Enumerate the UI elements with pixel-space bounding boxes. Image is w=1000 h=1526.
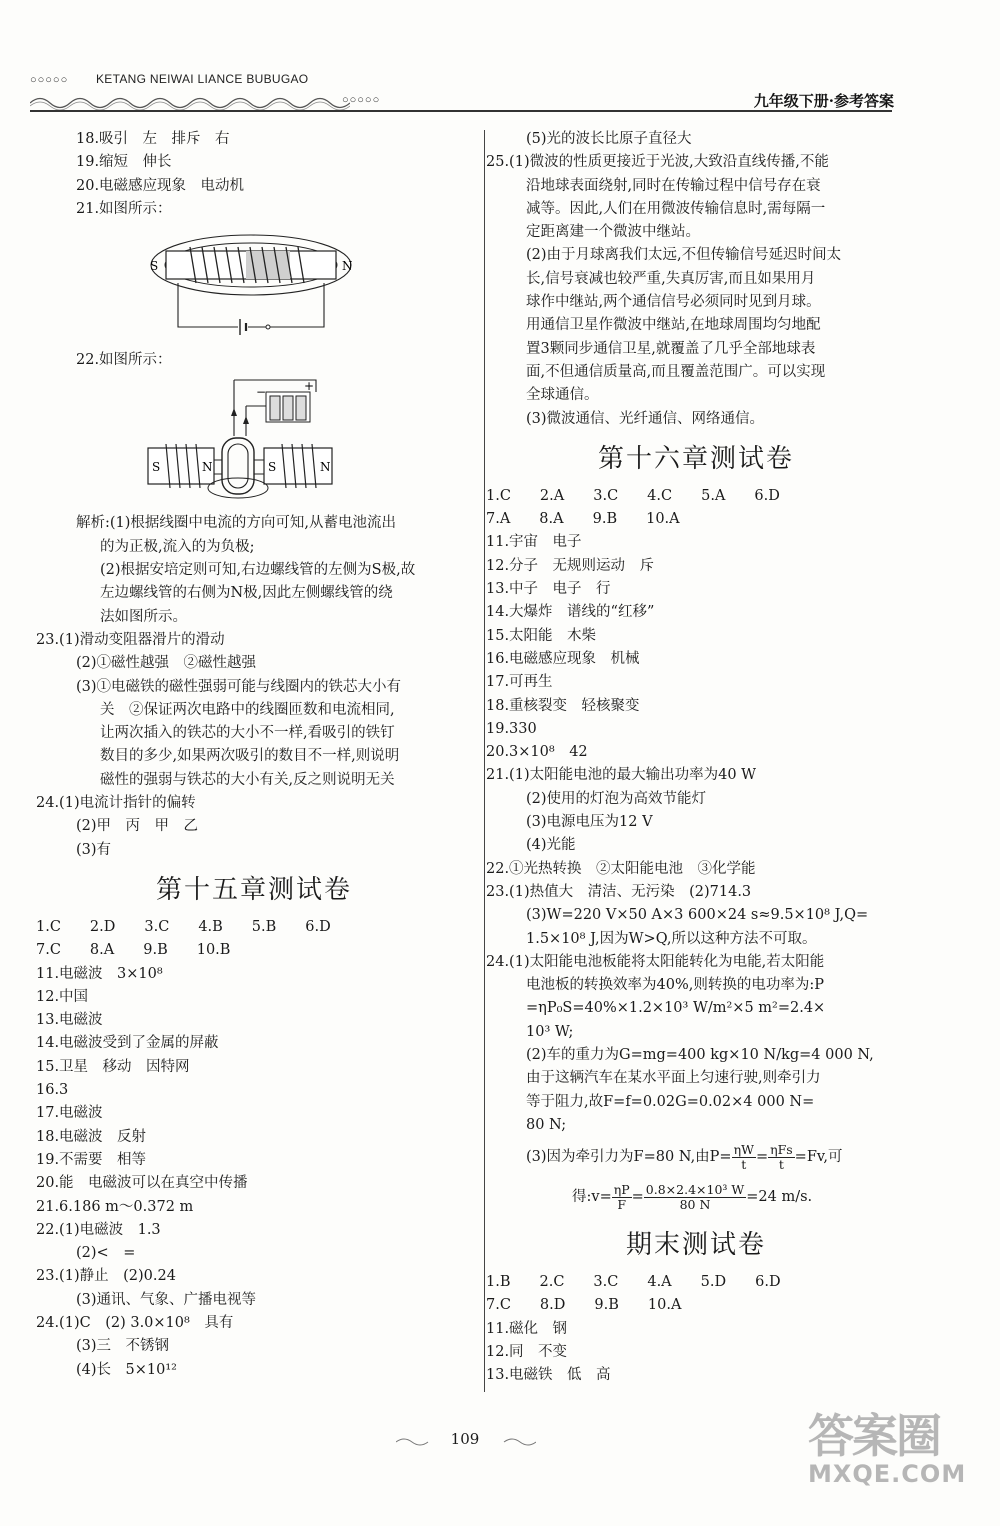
header-dots-right: ○○○○○ <box>342 94 381 106</box>
answer-line: (3)三 不锈钢 <box>76 1338 170 1355</box>
answer-line: (2)①磁性越强 ②磁性越强 <box>76 655 257 672</box>
answer-line: 磁性的强弱与铁芯的大小有关,反之则说明无关 <box>100 771 395 788</box>
fig22-right-n: N <box>320 460 331 475</box>
answer-line: 13.电磁波 <box>36 1012 103 1029</box>
watermark-logo <box>808 1400 966 1488</box>
answer-line: 23.(1)静止 (2)0.24 <box>36 1268 176 1285</box>
solenoid-figure-22 <box>146 376 346 506</box>
answer-line: 12.分子 无规则运动 斥 <box>486 557 655 574</box>
analysis-line: 法如图所示。 <box>100 608 187 625</box>
answer-line: 1.B 2.C 3.C 4.A 5.D 6.D <box>486 1274 781 1291</box>
answer-line: 11.宇宙 电子 <box>486 534 582 551</box>
answer-line: 19.330 <box>486 720 537 737</box>
answer-line: 24.(1)电流计指针的偏转 <box>36 795 196 812</box>
answer-line: 15.卫星 移动 因特网 <box>36 1058 190 1075</box>
answer-line: 球作中继站,两个通信信号必须同时见到月球。 <box>526 294 821 311</box>
answer-line: 20.3×10⁸ 42 <box>486 744 588 761</box>
answer-line: 22.如图所示： <box>76 352 172 369</box>
answer-line: (2)车的重力为G=mg=400 kg×10 N/kg=4 000 N, <box>526 1046 874 1063</box>
numerator: ηP <box>613 1181 630 1197</box>
answer-line: 电池板的转换效率为40%,则转换的电功率为:P <box>526 977 824 994</box>
answer-line: (2)由于月球离我们太远,不但传输信号延迟时间太 <box>526 247 842 264</box>
answer-line: 让两次插入的铁芯的大小不一样,看吸引的铁钉 <box>100 725 395 742</box>
denominator: F <box>617 1196 627 1212</box>
answer-line: 18.吸引 左 排斥 右 <box>76 131 230 147</box>
analysis-line: 解析:(1)根据线圈中电流的方向可知,从蓄电池流出 <box>76 515 397 532</box>
answer-line: 18.电磁波 反射 <box>36 1128 147 1145</box>
chapter16-title: 第十六章测试卷 <box>597 443 794 474</box>
answer-line: 24.(1)C (2) 3.0×10⁸ 具有 <box>36 1314 234 1331</box>
answer-line: 15.太阳能 木柴 <box>486 627 597 644</box>
answer-line: 12.中国 <box>36 988 89 1005</box>
fig21-s-label: S <box>150 259 159 274</box>
answer-line: =ηP₀S=40%×1.2×10³ W/m²×5 m²=2.4× <box>526 1000 826 1017</box>
answer-line: 21.如图所示： <box>76 200 172 217</box>
formula-text: 得:v= <box>572 1189 612 1206</box>
right-column <box>486 128 906 1388</box>
answer-line: 21.6.186 m～0.372 m <box>36 1198 194 1215</box>
answer-line: 定距离建一个微波中继站。 <box>526 224 700 241</box>
answer-line: (5)光的波长比原子直径大 <box>526 131 692 147</box>
answer-line: 11.电磁波 3×10⁸ <box>36 965 163 982</box>
answer-line: 22.(1)电磁波 1.3 <box>36 1221 161 1238</box>
formula-text: (3)因为牵引力为F=80 N,由P= <box>526 1149 732 1166</box>
answer-line: 24.(1)太阳能电池板能将太阳能转化为电能,若太阳能 <box>486 953 825 970</box>
answer-line: 用通信卫星作微波中继站,在地球周围均匀地配 <box>526 317 821 334</box>
final-exam-title: 期末测试卷 <box>625 1230 766 1261</box>
fig22-left-n: N <box>202 460 213 475</box>
denominator: 80 N <box>679 1196 711 1212</box>
answer-line: (2)甲 丙 甲 乙 <box>76 818 199 835</box>
answer-line: 14.电磁波受到了金属的屏蔽 <box>36 1035 219 1052</box>
fraction <box>732 1143 756 1172</box>
answer-line: 沿地球表面绕射,同时在传输过程中信号存在衰 <box>526 177 821 194</box>
numerator: ηW <box>733 1141 754 1157</box>
page-number: 109 <box>450 1430 480 1448</box>
solenoid-figure-21 <box>146 227 356 339</box>
answer-line: 长,信号衰减也较严重,失真厉害,而且如果用月 <box>526 270 816 287</box>
answer-line: (3)电源电压为12 V <box>526 814 653 831</box>
analysis-line: (2)根据安培定则可知,右边螺线管的左侧为S极,故 <box>100 562 416 579</box>
numerator: ηFs <box>770 1141 793 1157</box>
answer-line: 13.电磁铁 低 高 <box>486 1367 611 1384</box>
answer-line: 14.大爆炸 谱线的“红移” <box>486 604 655 621</box>
answer-line: 减等。因此,人们在用微波传输信息时,需每隔一 <box>526 200 826 217</box>
header-title: 九年级下册·参考答案 <box>753 92 894 110</box>
column-divider <box>484 130 485 1392</box>
analysis-line: 的为正极,流入的为负极; <box>100 538 255 555</box>
chapter15-title: 第十五章测试卷 <box>155 874 352 905</box>
formula-text: =Fv,可 <box>794 1149 843 1166</box>
fig21-n-label: N <box>342 259 353 274</box>
answer-line: 1.C 2.D 3.C 4.B 5.B 6.D <box>36 918 331 935</box>
answer-line: 25.(1)微波的性质更接近于光波,大致沿直线传播,不能 <box>486 154 829 171</box>
answer-line: 关 ②保证两次电路中的线圈匝数和电流相同, <box>100 701 395 718</box>
fraction <box>612 1183 632 1212</box>
answer-line: (3)W=220 V×50 A×3 600×24 s≈9.5×10⁸ J,Q= <box>526 907 869 924</box>
answer-line: 11.磁化 钢 <box>486 1320 568 1337</box>
answer-line: 10³ W; <box>526 1023 574 1040</box>
answer-line: 19.不需要 相等 <box>36 1151 147 1168</box>
battery-minus: − <box>256 385 267 400</box>
battery-plus: + <box>304 379 315 394</box>
answer-line: (3)有 <box>76 841 112 858</box>
answer-line: (4)长 5×10¹² <box>76 1361 177 1378</box>
answer-line: 7.C 8.A 9.B 10.B <box>36 942 231 959</box>
answer-line: 18.重核裂变 轻核聚变 <box>486 697 640 714</box>
answer-line: (2)< = <box>76 1245 136 1262</box>
answer-line: (2)使用的灯泡为高效节能灯 <box>526 790 707 807</box>
answer-line: (3)通讯、气象、广播电视等 <box>76 1291 257 1308</box>
answer-line: 16.3 <box>36 1082 69 1099</box>
answer-line: 17.可再生 <box>486 674 553 691</box>
denominator: t <box>778 1156 784 1172</box>
answer-line: 20.能 电磁波可以在真空中传播 <box>36 1175 248 1192</box>
header-rule <box>30 110 892 112</box>
answer-line: 23.(1)滑动变阻器滑片的滑动 <box>36 631 225 648</box>
formula-text: =24 m/s. <box>746 1189 813 1206</box>
formula-line-2: 得:v= $\frac{\eta P}{F}$ = $\frac{\text{0.8×2.4×10³ W}}{80 N}$ =24 m/s. <box>572 1181 813 1212</box>
fraction <box>768 1143 795 1172</box>
numerator: 0.8×2.4×10³ W <box>645 1181 745 1197</box>
formula-line-1: (3)因为牵引力为F=80 N,由P= $\frac{\eta W}{t}$ = $\frac{\text{ηFs}}{t}$ =Fv,可 <box>526 1141 843 1172</box>
answer-line: 7.A 8.A 9.B 10.A <box>486 511 680 528</box>
answer-line: 由于这辆汽车在某水平面上匀速行驶,则牵引力 <box>526 1070 821 1087</box>
fig22-right-s: S <box>268 460 277 475</box>
answer-line: 1.C 2.A 3.C 4.C 5.A 6.D <box>486 487 780 504</box>
answer-line: 7.C 8.D 9.B 10.A <box>486 1297 682 1314</box>
answer-line: 22.①光热转换 ②太阳能电池 ③化学能 <box>486 860 756 877</box>
answer-line: 21.(1)太阳能电池的最大输出功率为40 W <box>486 767 757 784</box>
fraction <box>644 1183 746 1212</box>
analysis-line: 左边螺线管的右侧为N极,因此左侧螺线管的绕 <box>100 585 393 602</box>
watermark-text: 答案圈 <box>808 1409 940 1463</box>
answer-line: 等于阻力,故F=f=0.02G=0.02×4 000 N= <box>526 1093 815 1110</box>
answer-line: 数目的多少,如果两次吸引的数目不一样,则说明 <box>100 748 400 765</box>
answer-line: (3)微波通信、光纤通信、网络通信。 <box>526 410 765 427</box>
answer-line: 80 N; <box>526 1116 567 1133</box>
answer-line: 12.同 不变 <box>486 1344 568 1361</box>
answer-line: 全球通信。 <box>526 387 599 404</box>
answer-line: 置3颗同步通信卫星,就覆盖了几乎全部地球表 <box>526 340 816 357</box>
answer-line: 19.缩短 伸长 <box>76 154 172 171</box>
fig22-left-s: S <box>152 460 161 475</box>
header-brand: KETANG NEIWAI LIANCE BUBUGAO <box>96 72 309 86</box>
answer-line: 1.5×10⁸ J,因为W>Q,所以这种方法不可取。 <box>526 930 817 947</box>
header-dots-left: ○○○○○ <box>30 74 69 86</box>
watermark-url: MXQE.COM <box>808 1460 967 1488</box>
answer-line: 16.电磁感应现象 机械 <box>486 650 640 667</box>
answer-line: 20.电磁感应现象 电动机 <box>76 177 245 194</box>
answer-line: 23.(1)热值大 清洁、无污染 (2)714.3 <box>486 883 752 900</box>
answer-line: (3)①电磁铁的磁性强弱可能与线圈内的铁芯大小有 <box>76 678 402 695</box>
answer-line: 13.中子 电子 行 <box>486 581 611 598</box>
answer-line: (4)光能 <box>526 837 576 854</box>
answer-line: 面,不但通信质量高,而且覆盖范围广。可以实现 <box>526 363 826 380</box>
denominator: t <box>741 1156 747 1172</box>
left-column <box>36 128 472 1382</box>
answer-line: 17.电磁波 <box>36 1105 103 1122</box>
